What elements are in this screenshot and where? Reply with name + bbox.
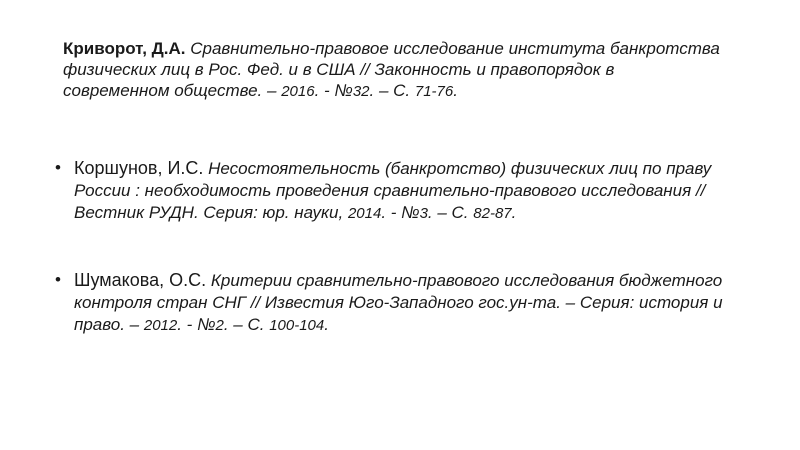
reference-end: . [324, 315, 329, 334]
reference-pages-sep: . – С. [223, 315, 265, 334]
bullet-icon: • [55, 270, 61, 289]
reference-title: Критерии сравнительно-правового исследования бюджетного контроля стран СНГ // Известия Юго-Западного гос.ун-та. – Серия: история и право. – [74, 271, 723, 334]
reference-pages: 100-104 [269, 317, 325, 334]
reference-title: Несостоятельность (банкротство) физических лиц по праву России : необходимость проведения сравнительно-правового исследования // Вестник РУДН. Серия: юр. науки, [74, 159, 712, 222]
reference-pages: 82-87 [473, 205, 512, 222]
reference-end: . [453, 81, 458, 100]
reference-year: 2016 [281, 83, 315, 100]
reference-issue: 3 [419, 205, 428, 222]
reference-issue-sep: . - № [314, 81, 353, 100]
reference-issue-sep: . - № [177, 315, 216, 334]
bullet-icon: • [55, 158, 61, 177]
reference-author: Криворот, Д.А. [63, 39, 186, 58]
reference-end: . [511, 203, 517, 222]
reference-pages-sep: . – С. [427, 203, 469, 222]
reference-pages: 71-76 [414, 83, 454, 100]
reference-list [55, 157, 745, 337]
reference-1 [63, 38, 723, 102]
reference-issue: 32 [352, 83, 370, 100]
reference-2 [55, 157, 745, 225]
reference-issue-sep: . - № [381, 203, 420, 222]
reference-author: Шумакова, О.С. [74, 270, 207, 290]
reference-issue: 2 [215, 317, 224, 334]
reference-year: 2014 [347, 205, 382, 222]
reference-pages-sep: . – С. [369, 81, 411, 100]
reference-3 [55, 269, 745, 337]
reference-year: 2012 [143, 317, 178, 334]
reference-author: Коршунов, И.С. [74, 158, 204, 178]
reference-title: Сравнительно-правовое исследование института банкротства физических лиц в Рос. Фед. и в США // Законность и правопорядок в современном обществе. – [63, 39, 720, 100]
